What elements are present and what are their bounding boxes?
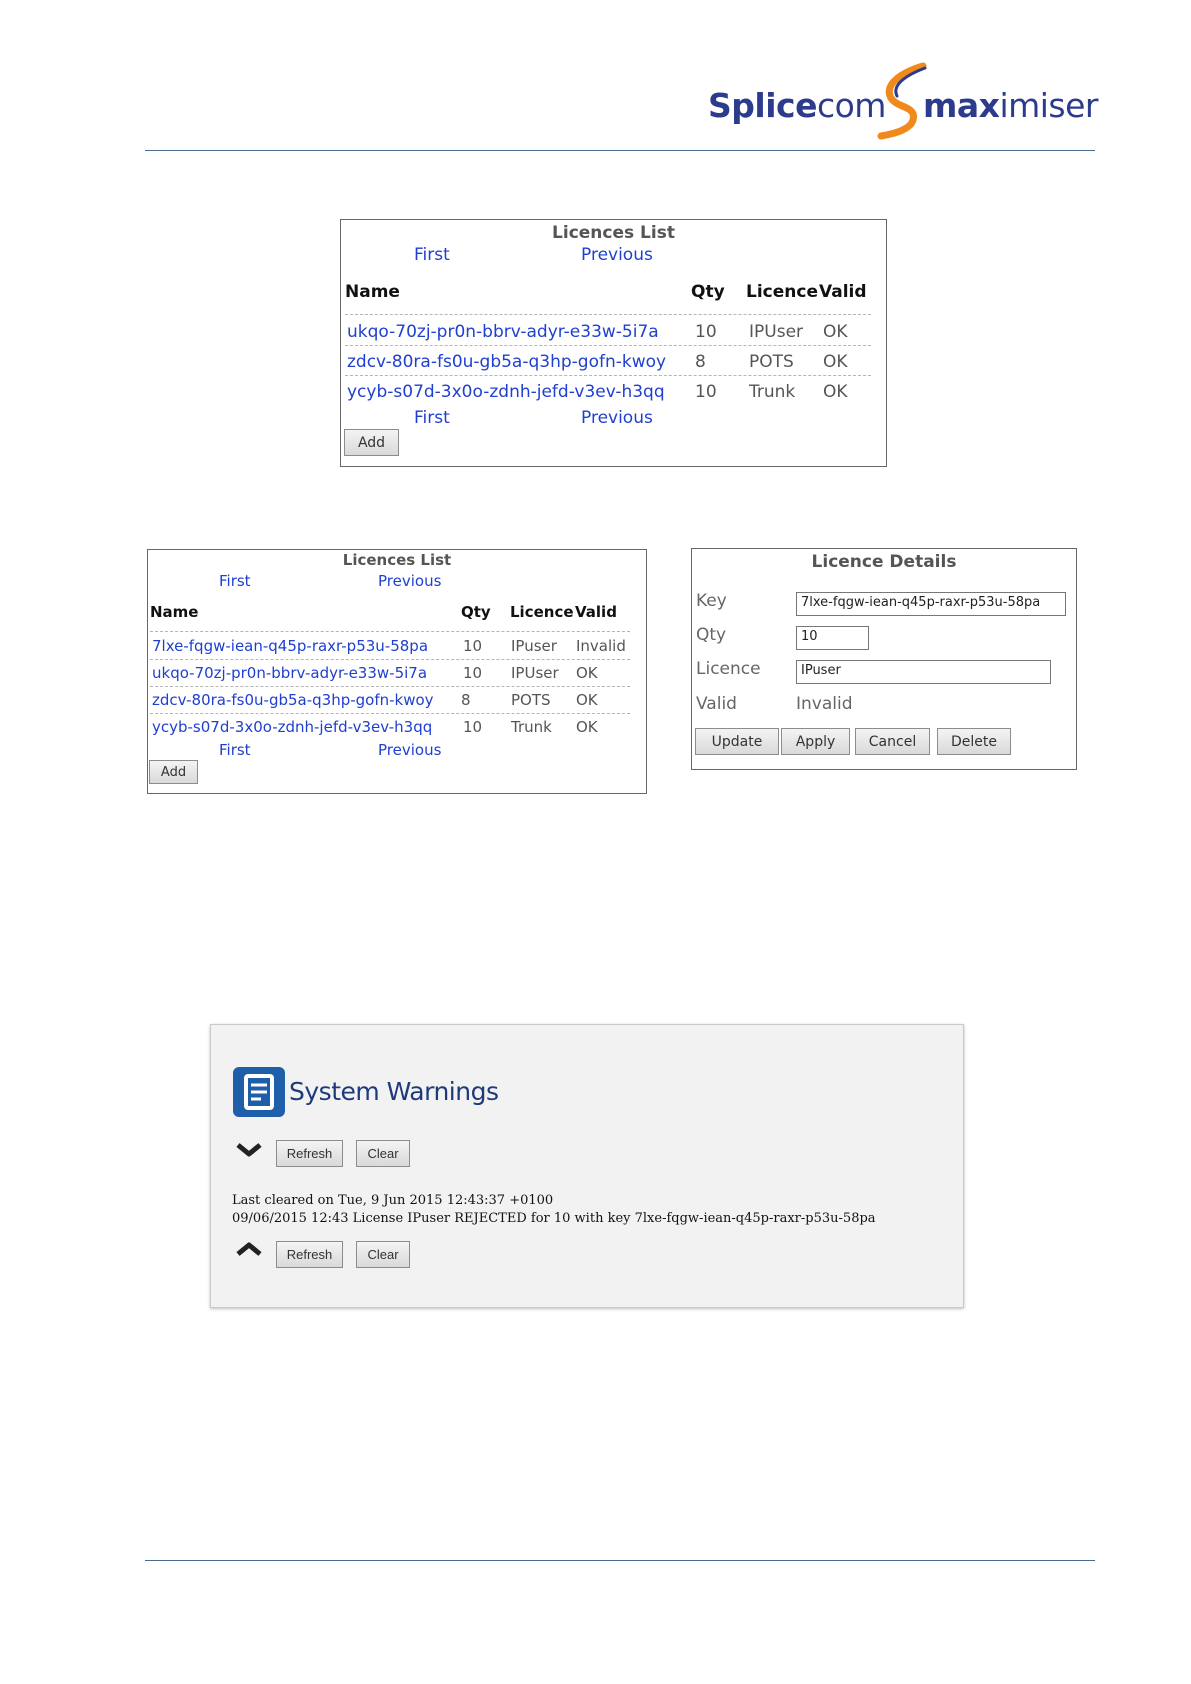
licence-name-link[interactable]: zdcv-80ra-fs0u-gb5a-q3hp-gofn-kwoy xyxy=(347,352,667,372)
previous-link[interactable]: Previous xyxy=(581,408,653,428)
licence-type: POTS xyxy=(749,352,794,372)
licence-qty: 10 xyxy=(695,322,717,342)
licence-valid: OK xyxy=(576,691,598,709)
licence-type: IPuser xyxy=(511,637,557,655)
column-header-valid: Valid xyxy=(575,603,617,621)
first-link[interactable]: First xyxy=(414,408,450,428)
document-icon xyxy=(233,1067,285,1117)
refresh-button[interactable]: Refresh xyxy=(276,1241,343,1268)
previous-link[interactable]: Previous xyxy=(581,245,653,265)
first-link[interactable]: First xyxy=(219,741,251,759)
refresh-button[interactable]: Refresh xyxy=(276,1140,343,1167)
licence-qty: 10 xyxy=(695,382,717,402)
row-divider xyxy=(345,314,871,315)
licence-type: Trunk xyxy=(749,382,796,402)
qty-label: Qty xyxy=(696,625,727,645)
clear-button[interactable]: Clear xyxy=(356,1140,410,1167)
first-link[interactable]: First xyxy=(219,572,251,590)
cancel-button[interactable]: Cancel xyxy=(855,728,930,755)
add-button[interactable]: Add xyxy=(344,429,399,456)
licence-type: IPUser xyxy=(749,322,804,342)
apply-button[interactable]: Apply xyxy=(781,728,850,755)
licence-qty: 8 xyxy=(461,691,471,709)
footer-rule xyxy=(145,1560,1095,1561)
qty-field[interactable]: 10 xyxy=(796,626,869,650)
licences-list-panel xyxy=(340,219,887,467)
panel-title: Licence Details xyxy=(811,552,957,572)
chevron-up-icon[interactable] xyxy=(234,1239,264,1259)
row-divider xyxy=(150,686,630,687)
column-header-licence: Licence xyxy=(746,282,818,302)
column-header-name: Name xyxy=(345,282,400,302)
licence-name-link[interactable]: ycyb-s07d-3x0o-zdnh-jefd-v3ev-h3qq xyxy=(347,382,665,402)
column-header-qty: Qty xyxy=(691,282,725,302)
chevron-down-icon[interactable] xyxy=(234,1140,264,1160)
splicecom-maximiser-logo xyxy=(708,62,1098,140)
licence-name-link[interactable]: ycyb-s07d-3x0o-zdnh-jefd-v3ev-h3qq xyxy=(152,718,433,736)
key-label: Key xyxy=(696,591,727,611)
previous-link[interactable]: Previous xyxy=(378,741,442,759)
key-field[interactable]: 7lxe-fqgw-iean-q45p-raxr-p53u-58pa xyxy=(796,592,1066,616)
system-warnings-panel xyxy=(210,1024,964,1308)
licence-field[interactable]: IPuser xyxy=(796,660,1051,684)
licence-valid: OK xyxy=(823,322,848,342)
header-rule xyxy=(145,150,1095,151)
licence-valid: OK xyxy=(823,382,848,402)
row-divider xyxy=(150,631,630,632)
system-warnings-title: System Warnings xyxy=(289,1077,499,1106)
logo-maximiser-text: maximiser xyxy=(923,86,1098,125)
valid-label: Valid xyxy=(696,694,737,714)
licence-name-link[interactable]: ukqo-70zj-pr0n-bbrv-adyr-e33w-5i7a xyxy=(347,322,659,342)
licence-type: Trunk xyxy=(511,718,552,736)
add-button[interactable]: Add xyxy=(149,760,198,784)
licence-qty: 10 xyxy=(463,718,483,736)
licence-qty: 10 xyxy=(463,637,483,655)
last-cleared-text: Last cleared on Tue, 9 Jun 2015 12:43:37 +0100 xyxy=(232,1193,554,1208)
licences-list-panel xyxy=(147,549,647,794)
logo-splicecom-text: Splicecom xyxy=(708,86,886,125)
licence-valid: Invalid xyxy=(576,637,626,655)
first-link[interactable]: First xyxy=(414,245,450,265)
licence-type: IPUser xyxy=(511,664,559,682)
licence-valid: OK xyxy=(576,664,598,682)
licence-name-link[interactable]: 7lxe-fqgw-iean-q45p-raxr-p53u-58pa xyxy=(152,637,429,655)
row-divider xyxy=(345,375,871,376)
previous-link[interactable]: Previous xyxy=(378,572,442,590)
valid-value: Invalid xyxy=(796,694,853,714)
column-header-valid: Valid xyxy=(819,282,867,302)
row-divider xyxy=(150,713,630,714)
column-header-qty: Qty xyxy=(461,603,491,621)
update-button[interactable]: Update xyxy=(695,728,779,755)
licence-label: Licence xyxy=(696,659,761,679)
licence-name-link[interactable]: zdcv-80ra-fs0u-gb5a-q3hp-gofn-kwoy xyxy=(152,691,434,709)
warning-message: 09/06/2015 12:43 License IPuser REJECTED for 10 with key 7lxe-fqgw-iean-q45p-raxr-p53u-58pa xyxy=(232,1211,876,1226)
licence-valid: OK xyxy=(823,352,848,372)
licence-qty: 8 xyxy=(695,352,706,372)
licence-valid: OK xyxy=(576,718,598,736)
column-header-name: Name xyxy=(150,603,199,621)
licence-name-link[interactable]: ukqo-70zj-pr0n-bbrv-adyr-e33w-5i7a xyxy=(152,664,428,682)
licence-qty: 10 xyxy=(463,664,483,682)
licence-details-panel xyxy=(691,548,1077,770)
row-divider xyxy=(345,345,871,346)
panel-title: Licences List xyxy=(342,551,452,569)
clear-button[interactable]: Clear xyxy=(356,1241,410,1268)
column-header-licence: Licence xyxy=(510,603,574,621)
delete-button[interactable]: Delete xyxy=(937,728,1011,755)
row-divider xyxy=(150,659,630,660)
panel-title: Licences List xyxy=(552,223,675,243)
licence-type: POTS xyxy=(511,691,551,709)
